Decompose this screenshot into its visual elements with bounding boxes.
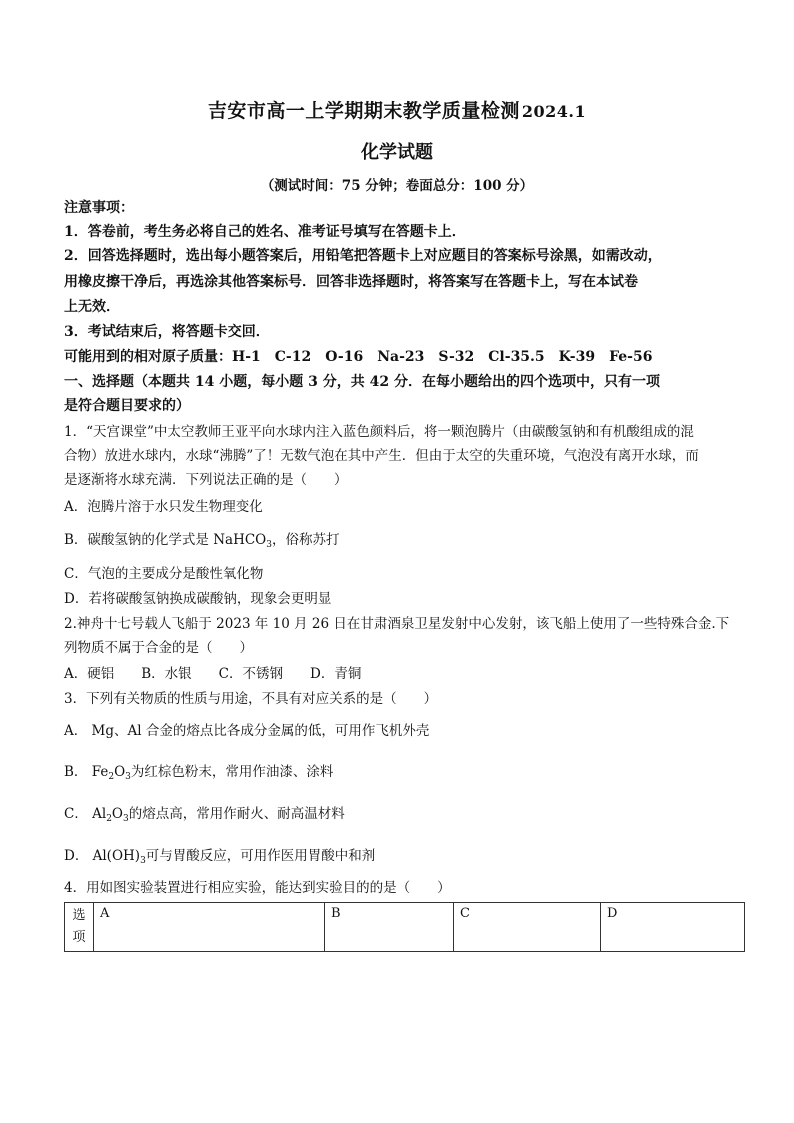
q3-option-a: A． Mg、Al 合金的熔点比各成分金属的低，可用作飞机外壳: [64, 723, 430, 739]
q4-stem: 4．用如图实验装置进行相应实验，能达到实验目的的是（ ）: [64, 880, 451, 896]
q3-option-b-sub1: 2: [108, 772, 115, 782]
q3-option-c-post: 的熔点高，常用作耐火、耐高温材料: [128, 806, 345, 822]
note-1: 1．答卷前，考生务必将自己的姓名、准考证号填写在答题卡上．: [64, 224, 466, 240]
q3-option-b: [64, 762, 333, 782]
section1-heading-line-1: 一、选择题（本题共 14 小题，每小题 3 分，共 42 分．在每小题给出的四个选项中，只有一项: [64, 374, 660, 390]
atomic-masses: 可能用到的相对原子质量：H-1 C-12 O-16 Na-23 S-32 Cl-35.5 K-39 Fe-56: [64, 349, 653, 365]
q3-option-c: [64, 804, 345, 824]
q1-stem-line-2: 合物）放进水球内，水球“沸腾”了！无数气泡在其中产生．但由于太空的失重环境，气泡没有离开水球，而: [64, 448, 699, 464]
exam-timing: （测试时间：75 分钟；卷面总分：100 分）: [260, 178, 534, 194]
table-cell-c: C: [454, 903, 601, 952]
q1-option-a: A．泡腾片溶于水只发生物理变化: [64, 499, 263, 515]
q4-options-table: [64, 902, 745, 952]
q3-option-d-pre: D． Al(OH): [64, 848, 141, 864]
title-year: 2024.1: [521, 102, 587, 121]
q2-stem-line-1: 2.神舟十七号载人飞船于 2023 年 10 月 26 日在甘肃酒泉卫星发射中心发射，该飞船上使用了一些特殊合金.下: [64, 616, 730, 632]
q3-option-b-post: 为红棕色粉末，常用作油漆、涂料: [130, 764, 334, 780]
table-cell-a: A: [94, 903, 325, 952]
exam-subtitle: 化学试题: [361, 142, 433, 163]
q1-stem-line-3: 是逐渐将水球充满．下列说法正确的是（ ）: [64, 472, 348, 488]
table-cell-b: B: [325, 903, 454, 952]
title-text: 吉安市高一上学期期末教学质量检测: [207, 100, 520, 122]
q1-stem-line-1: 1．“天宫课堂”中太空教师王亚平向水球内注入蓝色颜料后，将一颗泡腾片（由碳酸氢钠和有机酸组成的混: [64, 424, 694, 440]
q3-option-d-sub1: 3: [140, 856, 146, 866]
table-header-cell: [65, 903, 94, 952]
q1-option-b-post: ，俗称苏打: [271, 532, 340, 548]
q3-option-b-pre: B． Fe: [64, 764, 109, 780]
q3-option-d-post: 可与胃酸反应，可用作医用胃酸中和剂: [145, 848, 376, 864]
notes-heading: 注意事项：: [64, 200, 134, 216]
q1-option-c: C．气泡的主要成分是酸性氧化物: [64, 566, 264, 582]
q1-option-b-sub: 3: [266, 540, 272, 550]
q1-option-d: D．若将碳酸氢钠换成碳酸钠，现象会更明显: [64, 591, 332, 607]
table-row: [65, 903, 745, 952]
table-header-line-1: 选: [72, 908, 86, 923]
section1-heading-line-2: 是符合题目要求的）: [64, 398, 190, 414]
q3-option-c-sub2: 3: [123, 814, 129, 824]
q3-option-b-sub2: 3: [125, 772, 131, 782]
q3-option-c-sub1: 2: [106, 814, 112, 824]
q3-option-c-mid: O: [111, 806, 123, 822]
q1-option-b: [64, 530, 339, 550]
q3-option-b-mid: O: [114, 764, 126, 780]
note-2-line-2: 用橡皮擦干净后，再选涂其他答案标号．回答非选择题时，将答案写在答题卡上，写在本试卷: [64, 274, 638, 290]
q2-options: A．硬铝 B．水银 C．不锈钢 D．青铜: [64, 666, 362, 682]
note-2-line-3: 上无效．: [64, 299, 120, 315]
exam-title: [0, 96, 794, 123]
table-cell-d: D: [601, 903, 745, 952]
q3-option-c-pre: C． Al: [64, 806, 107, 822]
q3-stem: 3．下列有关物质的性质与用途，不具有对应关系的是（ ）: [64, 691, 438, 707]
note-3: 3．考试结束后，将答题卡交回．: [64, 324, 270, 340]
q1-option-b-pre: B．碳酸氢钠的化学式是 NaHCO: [64, 532, 267, 548]
q2-stem-line-2: 列物质不属于合金的是（ ）: [64, 640, 253, 656]
table-header-line-2: 项: [72, 930, 86, 945]
note-2-line-1: 2．回答选择题时，选出每小题答案后，用铅笔把答题卡上对应题目的答案标号涂黑，如需改动，: [64, 248, 662, 264]
q3-option-d: [64, 846, 375, 866]
